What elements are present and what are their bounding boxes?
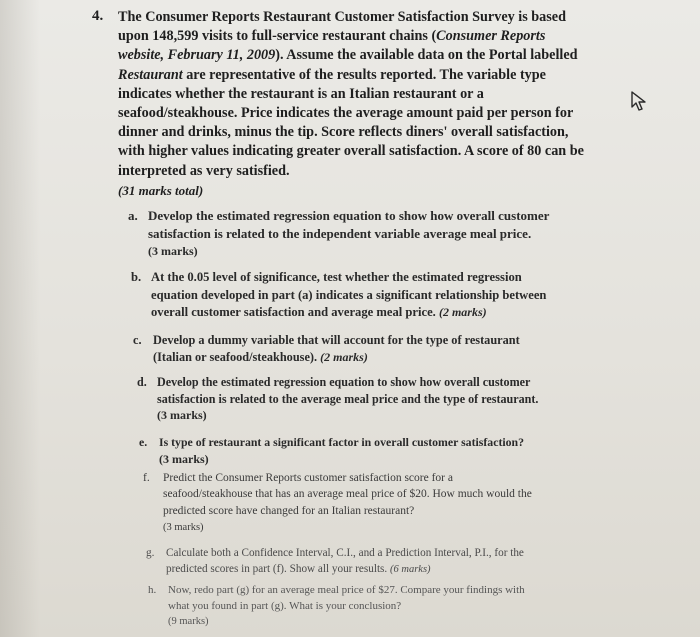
intro-text-3: are representative of the results reported. The variable type indicates whether the restaurant is an Italian restaurant or a seafood/steakhouse. Price indicates the average amount paid per person for dinner and drinks, minus the tip. Score reflects diners' overall satisfaction, with higher values indicating greater overall satisfaction. A score of 80 can be interpreted as very satisfied. [118, 66, 584, 179]
part-b-marks [439, 305, 487, 319]
part-c [133, 332, 553, 366]
part-h-marks: (9 marks) [168, 616, 209, 627]
part-c-marks [320, 350, 368, 364]
part-g-text: Calculate both a Confidence Interval, C.I., and a Prediction Interval, P.I., for the predicted scores in part (f). Show all your results. [166, 547, 524, 575]
part-b-marks-text: (2 marks) [438, 305, 487, 319]
part-c-letter: c. [133, 333, 142, 347]
part-a-marks: (3 marks) [148, 244, 198, 258]
part-b-text: At the 0.05 level of significance, test whether the estimated regression equation developed in part (a) indicates a significant relationship between overall customer satisfaction and average meal price. [151, 270, 547, 319]
part-f [143, 470, 543, 536]
page-shadow [0, 0, 40, 637]
part-h-letter: h. [148, 584, 157, 596]
question-number: 4. [92, 8, 104, 24]
source-citation: Consumer Reports website, February 11, 2009 [118, 28, 546, 64]
part-g [146, 546, 546, 578]
part-d-text: Develop the estimated regression equation to show how overall customer satisfaction is related to the average meal price and the type of restaurant. [157, 375, 539, 406]
part-a-letter: a. [128, 208, 138, 223]
part-a [128, 207, 578, 261]
dataset-name: Restaurant [118, 66, 183, 83]
part-g-letter: g. [146, 547, 155, 559]
part-b-letter: b. [131, 270, 142, 284]
part-e-letter: e. [139, 435, 148, 449]
part-g-marks [390, 564, 431, 575]
intro-text-2: ). Assume the available data on the Portal labelled [275, 47, 578, 64]
part-f-letter: f. [143, 472, 150, 484]
part-d [137, 374, 567, 424]
mouse-pointer-icon [629, 90, 649, 112]
part-e [139, 434, 559, 467]
part-f-text: Predict the Consumer Reports customer satisfaction score for a seafood/steakhouse that has an average meal price of $20. How much would the predicted score have changed for an Italian restaurant? [163, 472, 532, 517]
part-e-marks: (3 marks) [159, 451, 209, 466]
question-intro [118, 8, 588, 201]
intro-text-1: The Consumer Reports Restaurant Customer Satisfaction Survey is based upon 148,599 visits to full-service restaurant chains ( [118, 9, 566, 45]
part-e-text: Is type of restaurant a significant factor in overall customer satisfaction? [159, 435, 525, 449]
part-g-marks-text: (6 marks) [390, 563, 431, 575]
part-a-text: Develop the estimated regression equation to show how overall customer satisfaction is related to the independent variable average meal price. [148, 208, 550, 241]
part-d-marks: (3 marks) [157, 408, 207, 422]
part-c-marks-text: (2 marks) [320, 350, 368, 364]
part-c-text: Develop a dummy variable that will account for the type of restaurant (Italian or seafood/steakhouse). [153, 333, 520, 364]
part-h-text: Now, redo part (g) for an average meal price of $27. Compare your findings with what you found in part (g). What is your conclusion? [168, 584, 525, 612]
total-marks: (31 marks total) [118, 182, 204, 198]
part-d-letter: d. [137, 375, 147, 389]
part-b [131, 269, 571, 322]
part-f-marks: (3 marks) [163, 521, 204, 533]
part-h [148, 583, 538, 630]
